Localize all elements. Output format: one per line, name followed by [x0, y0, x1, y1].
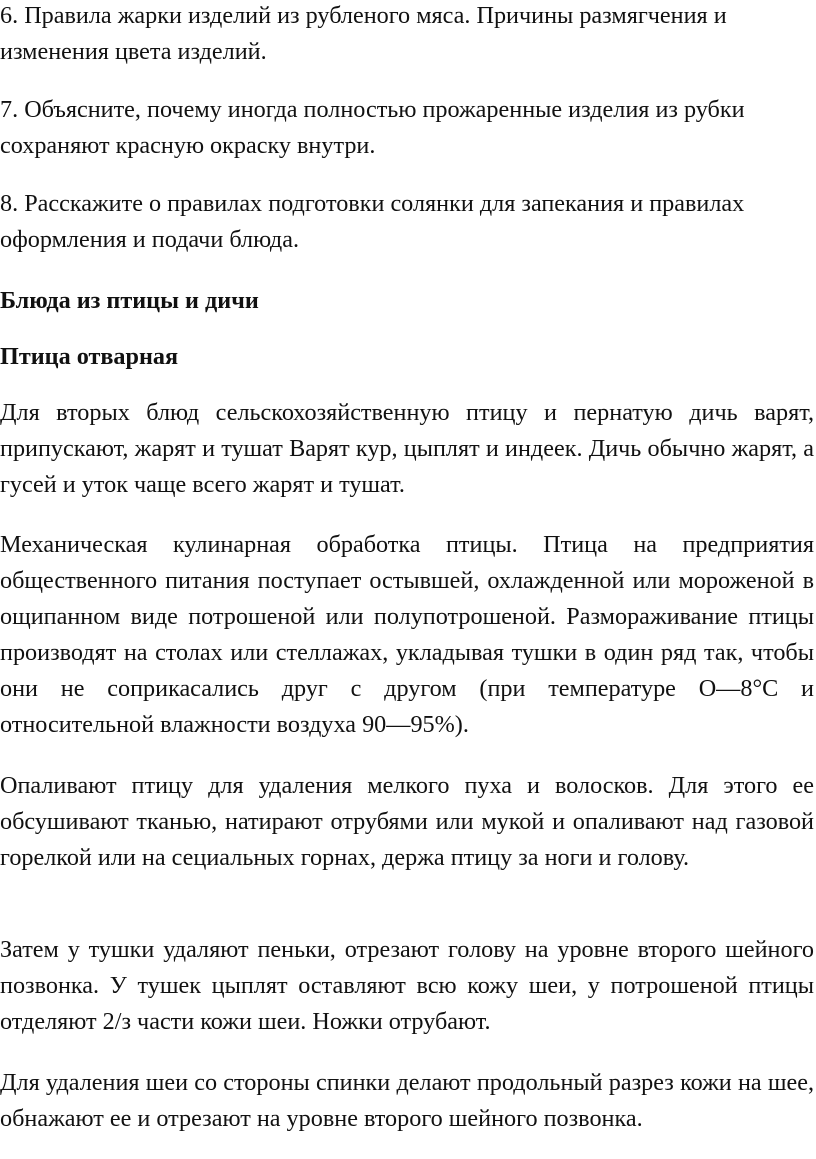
paragraph-singeing: Опаливают птицу для удаления мелкого пуха и волосков. Для этого ее обсушивают тканью, натирают отрубями или мукой и опаливают над газовой горелкой или на сециальных горнах, держа птицу за ноги и голову.	[0, 772, 814, 871]
paragraph-mechanical-processing: Механическая кулинарная обработка птицы. Птица на предприятия общественного питания поступает остывшей, охлажденной или мороженой в ощипанном виде потрошеной или полупотрошеной. Размораживание птицы производят на столах или стеллажах, укладывая тушки в один ряд так, чтобы они не соприкасались друг с другом (при температуре О—8°С и относительной влажности воздуха 90—95%).	[0, 531, 814, 738]
question-7: 7. Объясните, почему иногда полностью прожаренные изделия из рубки сохраняют красную окраску внутри.	[0, 96, 745, 159]
paragraph-cooking-methods: Для вторых блюд сельскохозяйственную птицу и пернатую дичь варят, припускают, жарят и тушат Варят кур, цыплят и индеек. Дичь обычно жарят, а гусей и уток чаще всего жарят и тушат.	[0, 399, 814, 498]
paragraph-neck-removal: Для удаления шеи со стороны спинки делают продольный разрез кожи на шее, обнажают ее и отрезают на уровне второго шейного позвонка.	[0, 1069, 814, 1132]
section-heading: Блюда из птицы и дичи	[0, 287, 259, 314]
subsection-heading: Птица отварная	[0, 343, 179, 370]
question-6: 6. Правила жарки изделий из рубленого мяса. Причины размягчения и изменения цвета изделий.	[0, 2, 727, 65]
paragraph-head-removal: Затем у тушки удаляют пеньки, отрезают голову на уровне второго шейного позвонка. У тушек цыплят оставляют всю кожу шеи, у потрошеной птицы отделяют 2/з части кожи шеи. Ножки отрубают.	[0, 936, 814, 1035]
question-8: 8. Расскажите о правилах подготовки солянки для запекания и правилах оформления и подачи блюда.	[0, 190, 745, 253]
